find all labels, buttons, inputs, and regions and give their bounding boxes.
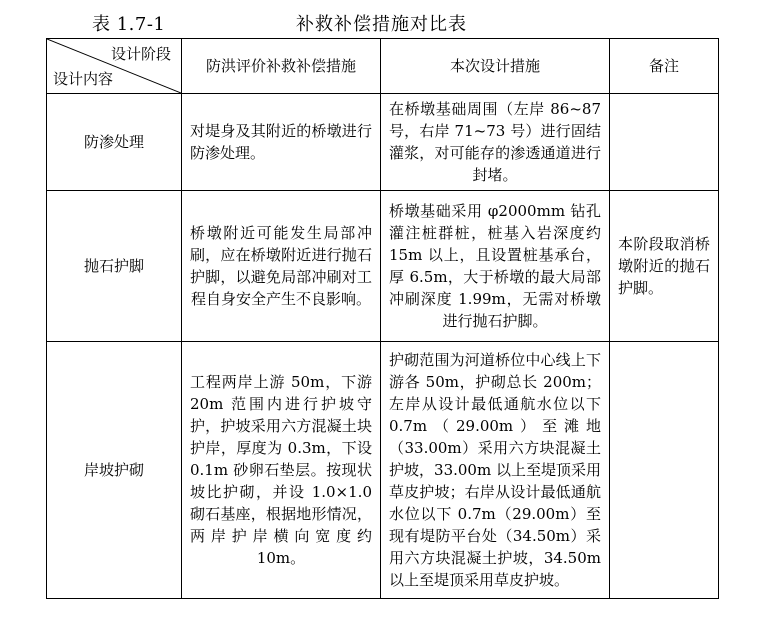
diagonal-header-cell <box>47 39 182 94</box>
row-design: 桥墩基础采用 φ2000mm 钻孔灌注桩群桩，桩基入岩深度约 15m 以上，且设置桩基承台，厚 6.5m，大于桥墩的最大局部冲刷深度 1.99m，无需对桥墩进行抛石护脚。 <box>381 191 610 342</box>
table-header-row <box>47 39 719 94</box>
row-item: 岸坡护砌 <box>47 342 182 599</box>
header-flood-eval: 防洪评价补救补偿措施 <box>182 39 381 94</box>
header-design-stage: 设计阶段 <box>110 45 171 63</box>
row-remark <box>610 94 719 191</box>
table-title: 补救补偿措施对比表 <box>296 14 467 35</box>
table-row <box>47 342 719 599</box>
header-this-design: 本次设计措施 <box>381 39 610 94</box>
row-flood-eval: 桥墩附近可能发生局部冲刷，应在桥墩附近进行抛石护脚，以避免局部冲刷对工程自身安全产生不良影响。 <box>182 191 381 342</box>
row-design: 在桥墩基础周围（左岸 86~87 号，右岸 71~73 号）进行固结灌浆，对可能存的渗透通道进行封堵。 <box>381 94 610 191</box>
row-remark: 本阶段取消桥墩附近的抛石护脚。 <box>610 191 719 342</box>
row-flood-eval: 工程两岸上游 50m，下游 20m 范围内进行护坡守护，护坡采用六方混凝土块护岸，厚度为 0.3m，下设 0.1m 砂卵石垫层。按现状坡比护砌，并设 1.0×1.0 砌石基座，根据地形情况，两岸护岸横向宽度约 10m。 <box>182 342 381 599</box>
table-number: 表 1.7-1 <box>92 14 166 35</box>
table-row <box>47 191 719 342</box>
header-design-content: 设计内容 <box>53 70 114 88</box>
row-item: 抛石护脚 <box>47 191 182 342</box>
row-design: 护砌范围为河道桥位中心线上下游各 50m，护砌总长 200m；左岸从设计最低通航水位以下 0.7m（29.00m）至滩地（33.00m）采用六方块混凝土护坡，33.00m 以上至堤顶采用草皮护坡；右岸从设计最低通航水位以下 0.7m（29.00m）至现有堤防平台处（34.50m）采用六方块混凝土护坡，34.50m 以上至堤顶采用草皮护坡。 <box>381 342 610 599</box>
row-item: 防渗处理 <box>47 94 182 191</box>
table-caption <box>0 8 760 36</box>
row-flood-eval: 对堤身及其附近的桥墩进行防渗处理。 <box>182 94 381 191</box>
row-remark <box>610 342 719 599</box>
header-remark: 备注 <box>610 39 719 94</box>
table-row <box>47 94 719 191</box>
comparison-table <box>46 38 719 599</box>
